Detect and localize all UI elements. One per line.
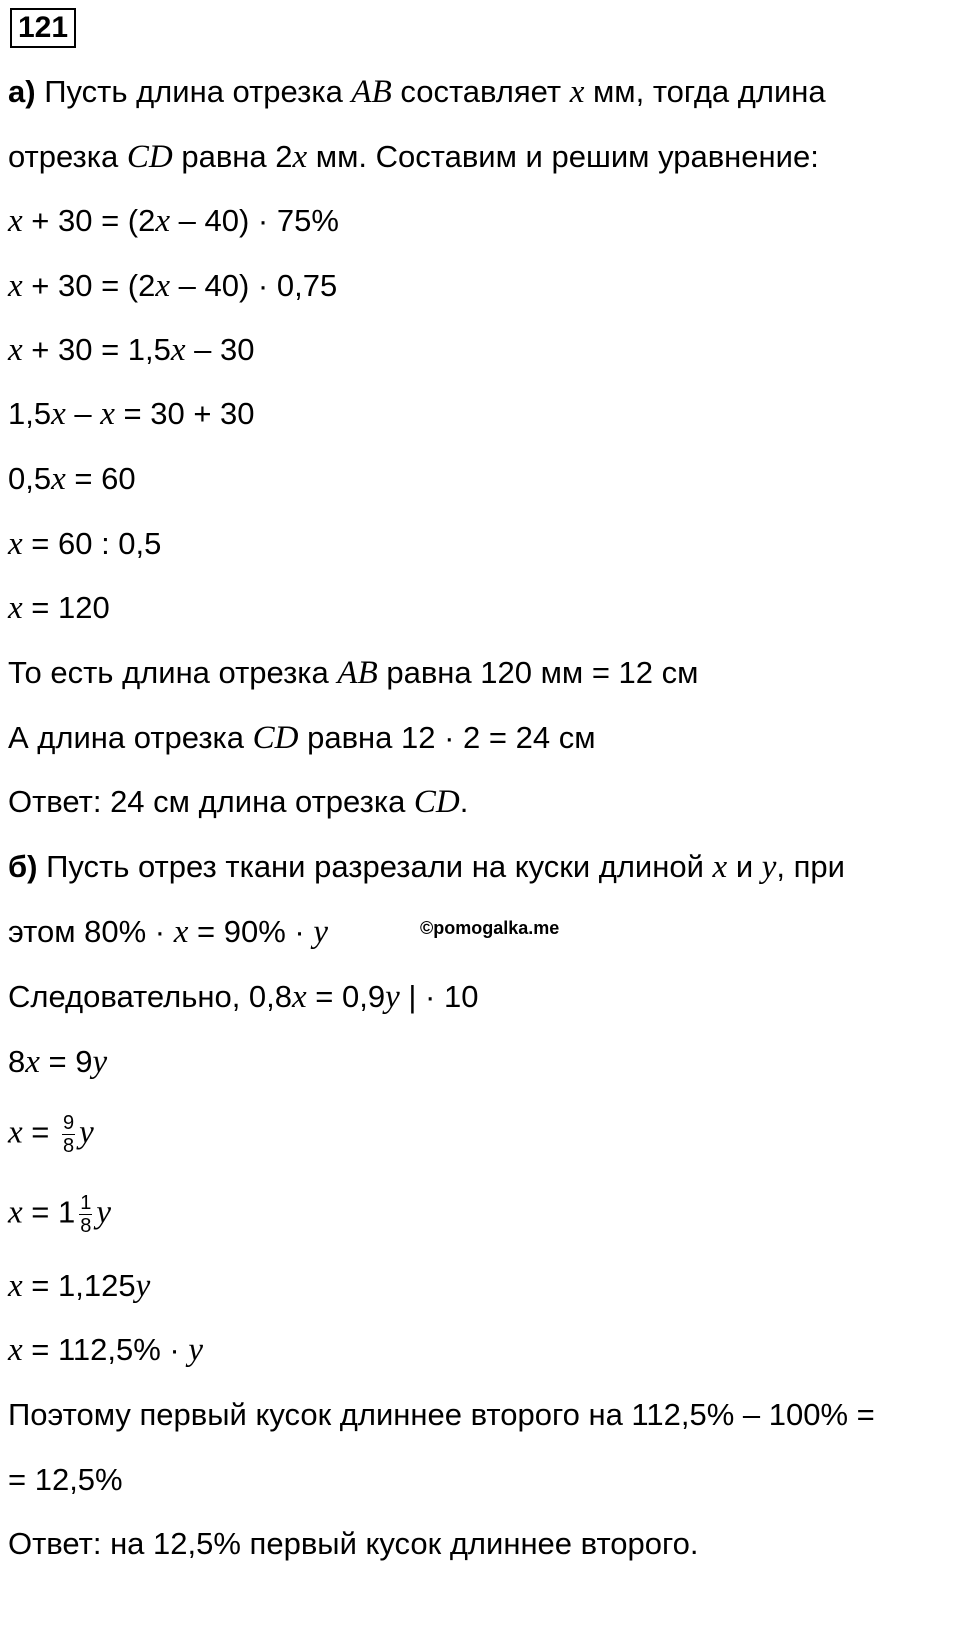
text: отрезка [8, 139, 127, 174]
text: – [65, 396, 101, 431]
watermark: ©pomogalka.me [420, 918, 560, 938]
text: = 0,9 [306, 979, 386, 1014]
part-b-line-5 [8, 1112, 94, 1157]
text: , при [776, 849, 845, 884]
part-b-line-7 [8, 1266, 150, 1306]
part-b-line-6 [8, 1192, 111, 1237]
math-var: y [313, 914, 328, 950]
math-var: x [292, 139, 308, 175]
text: равна 2 [172, 139, 293, 174]
text: + 30 = 1,5 [22, 332, 171, 367]
math-var: x [712, 849, 728, 885]
conclusion-ab [8, 653, 698, 693]
text: = 60 [65, 461, 136, 496]
math-var: x [25, 1044, 40, 1080]
conclusion-cd [8, 718, 596, 758]
equation-2 [8, 266, 337, 306]
fraction [62, 1112, 75, 1157]
equation-4 [8, 394, 255, 434]
text: – 30 [185, 332, 255, 367]
equation-3 [8, 330, 255, 370]
text: – 40) · 75% [170, 203, 339, 238]
part-b-line-1 [8, 847, 845, 887]
math-var: x [8, 1332, 23, 1368]
task-number: 121 [10, 8, 76, 48]
text: То есть длина отрезка [8, 655, 338, 690]
math-var: y [761, 849, 777, 885]
math-var: CD [126, 139, 173, 175]
text: = 9 [39, 1044, 93, 1079]
math-var: CD [413, 784, 460, 820]
text: равна 120 мм = 12 см [377, 655, 699, 690]
denominator: 8 [63, 1135, 75, 1157]
text: и [727, 849, 762, 884]
math-var: y [385, 979, 400, 1015]
math-var: x [155, 268, 171, 304]
numerator: 1 [80, 1192, 92, 1214]
text: мм, тогда длина [584, 74, 826, 109]
math-var: x [170, 332, 186, 368]
math-var: x [8, 1114, 23, 1151]
math-var: x [8, 526, 23, 562]
math-var: y [79, 1114, 94, 1151]
part-b-line-3 [8, 977, 478, 1017]
equation-1 [8, 201, 339, 241]
text: + 30 = (2 [22, 268, 156, 303]
math-var: x [8, 1268, 23, 1304]
math-var: x [569, 74, 585, 110]
math-var: x [155, 203, 171, 239]
text: . [459, 784, 469, 819]
math-var: AB [351, 74, 392, 110]
part-b-label: б) [8, 849, 38, 884]
math-var: y [188, 1332, 204, 1368]
part-b-line-2 [8, 912, 328, 952]
text: Ответ: 24 см длина отрезка [8, 784, 414, 819]
text: 0,5 [8, 461, 52, 496]
text: = 120 [22, 590, 110, 625]
denominator: 8 [80, 1215, 92, 1237]
math-var: y [92, 1044, 108, 1080]
numerator: 9 [63, 1112, 75, 1134]
part-b-line-9: Поэтому первый кусок длиннее второго на 112,5% – 100% = [8, 1397, 875, 1432]
text: = 60 : 0,5 [22, 526, 162, 561]
equation-5 [8, 459, 136, 499]
part-a-line-2 [8, 137, 819, 177]
part-a-line-1 [8, 72, 826, 112]
math-var: x [8, 332, 23, 368]
math-var: x [173, 914, 189, 950]
math-var: x [292, 979, 307, 1015]
text: = 112,5% · [22, 1332, 189, 1367]
math-var: x [100, 396, 115, 432]
text: составляет [391, 74, 570, 109]
math-var: x [8, 590, 23, 626]
text: + 30 = (2 [22, 203, 156, 238]
math-var: x [51, 461, 66, 497]
text: Пусть длина отрезка [35, 74, 352, 109]
text: равна 12 · 2 = 24 см [298, 720, 596, 755]
equation-6 [8, 524, 161, 564]
text: А длина отрезка [8, 720, 253, 755]
math-var: x [8, 1194, 23, 1231]
math-var: y [96, 1194, 112, 1231]
equation-7 [8, 588, 110, 628]
answer-a [8, 782, 468, 822]
text: Пусть отрез ткани разрезали на куски длиной [37, 849, 713, 884]
part-b-line-10: = 12,5% [8, 1462, 123, 1497]
text: – 40) · 0,75 [170, 268, 338, 303]
text: = [22, 1114, 58, 1150]
text: 8 [8, 1044, 26, 1079]
math-var: x [51, 396, 66, 432]
text: мм. Составим и решим уравнение: [307, 139, 819, 174]
part-b-line-8 [8, 1330, 203, 1370]
math-var: x [8, 268, 23, 304]
text: = 30 + 30 [114, 396, 255, 431]
math-var: y [135, 1268, 151, 1304]
math-var: AB [337, 655, 378, 691]
text: = 1 [22, 1194, 76, 1230]
math-var: CD [252, 720, 299, 756]
math-var: x [8, 203, 23, 239]
text: этом 80% · [8, 914, 174, 949]
text: = 1,125 [22, 1268, 136, 1303]
text: = 90% · [188, 914, 314, 949]
fraction [79, 1192, 92, 1237]
part-b-line-4 [8, 1042, 107, 1082]
answer-b: Ответ: на 12,5% первый кусок длиннее второго. [8, 1526, 699, 1561]
part-a-label: а) [8, 74, 36, 109]
text: Следовательно, 0,8 [8, 979, 293, 1014]
text: | · 10 [399, 979, 479, 1014]
text: 1,5 [8, 396, 52, 431]
